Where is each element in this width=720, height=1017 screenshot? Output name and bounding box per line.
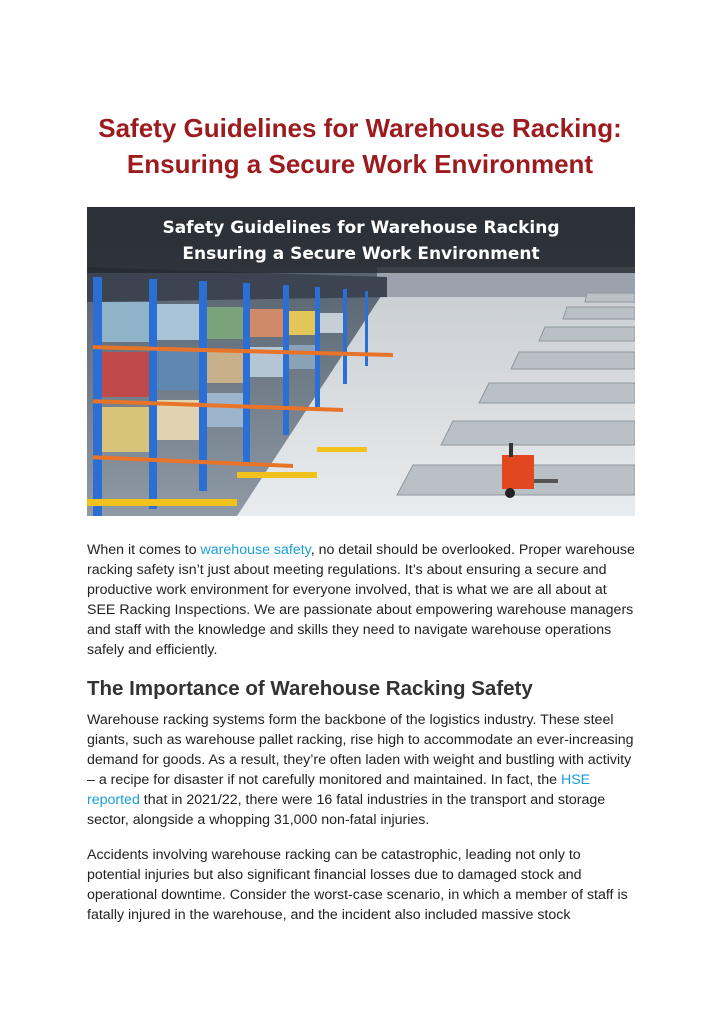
page-title bbox=[60, 110, 660, 182]
title-line-2: Ensuring a Secure Work Environment bbox=[126, 149, 594, 179]
intro-text-after-link: , no detail should be overlooked. Proper warehouse racking safety isn’t just about meeting regulations. It’s about ensuring a secure and productive work environment for everyone involved, that is what we are all about at SEE Racking Inspections. We are passionate about empowering warehouse managers and staff with the knowledge and skills they need to navigate warehouse operations safely and efficiently. bbox=[87, 542, 635, 658]
intro-text-before-link: When it comes to bbox=[87, 542, 201, 558]
section-paragraph-2: Accidents involving warehouse racking can be catastrophic, leading not only to potential injuries but also significant financial losses due to damaged stock and operational downtime. Consider the worst-case scenario, in which a member of staff is fatally injured in the warehouse, and the incident also included massive stock bbox=[87, 847, 628, 923]
p1-text-after-link: that in 2021/22, there were 16 fatal industries in the transport and storage sector, alongside a whopping 31,000 non-fatal injuries. bbox=[87, 792, 606, 828]
hero-caption bbox=[87, 207, 635, 273]
warehouse-safety-link[interactable]: warehouse safety bbox=[200, 542, 311, 558]
hse-reported-link[interactable]: HSE reported bbox=[87, 772, 591, 808]
hero-image bbox=[87, 207, 635, 516]
title-line-1: Safety Guidelines for Warehouse Racking: bbox=[98, 113, 622, 143]
hero-caption-line-2: Ensuring a Secure Work Environment bbox=[182, 244, 540, 264]
hero-caption-line-1: Safety Guidelines for Warehouse Racking bbox=[162, 218, 560, 238]
section-heading: The Importance of Warehouse Racking Safety bbox=[87, 677, 533, 700]
section-paragraph-1 bbox=[87, 710, 635, 830]
p1-text-before-link: Warehouse racking systems form the backbone of the logistics industry. These steel giants, such as warehouse pallet racking, rise high to accommodate an ever-increasing demand for goods. As a result, they’re often laden with weight and bustling with activity – a recipe for disaster if not carefully monitored and maintained. In fact, the bbox=[87, 712, 634, 788]
intro-paragraph bbox=[87, 540, 635, 660]
